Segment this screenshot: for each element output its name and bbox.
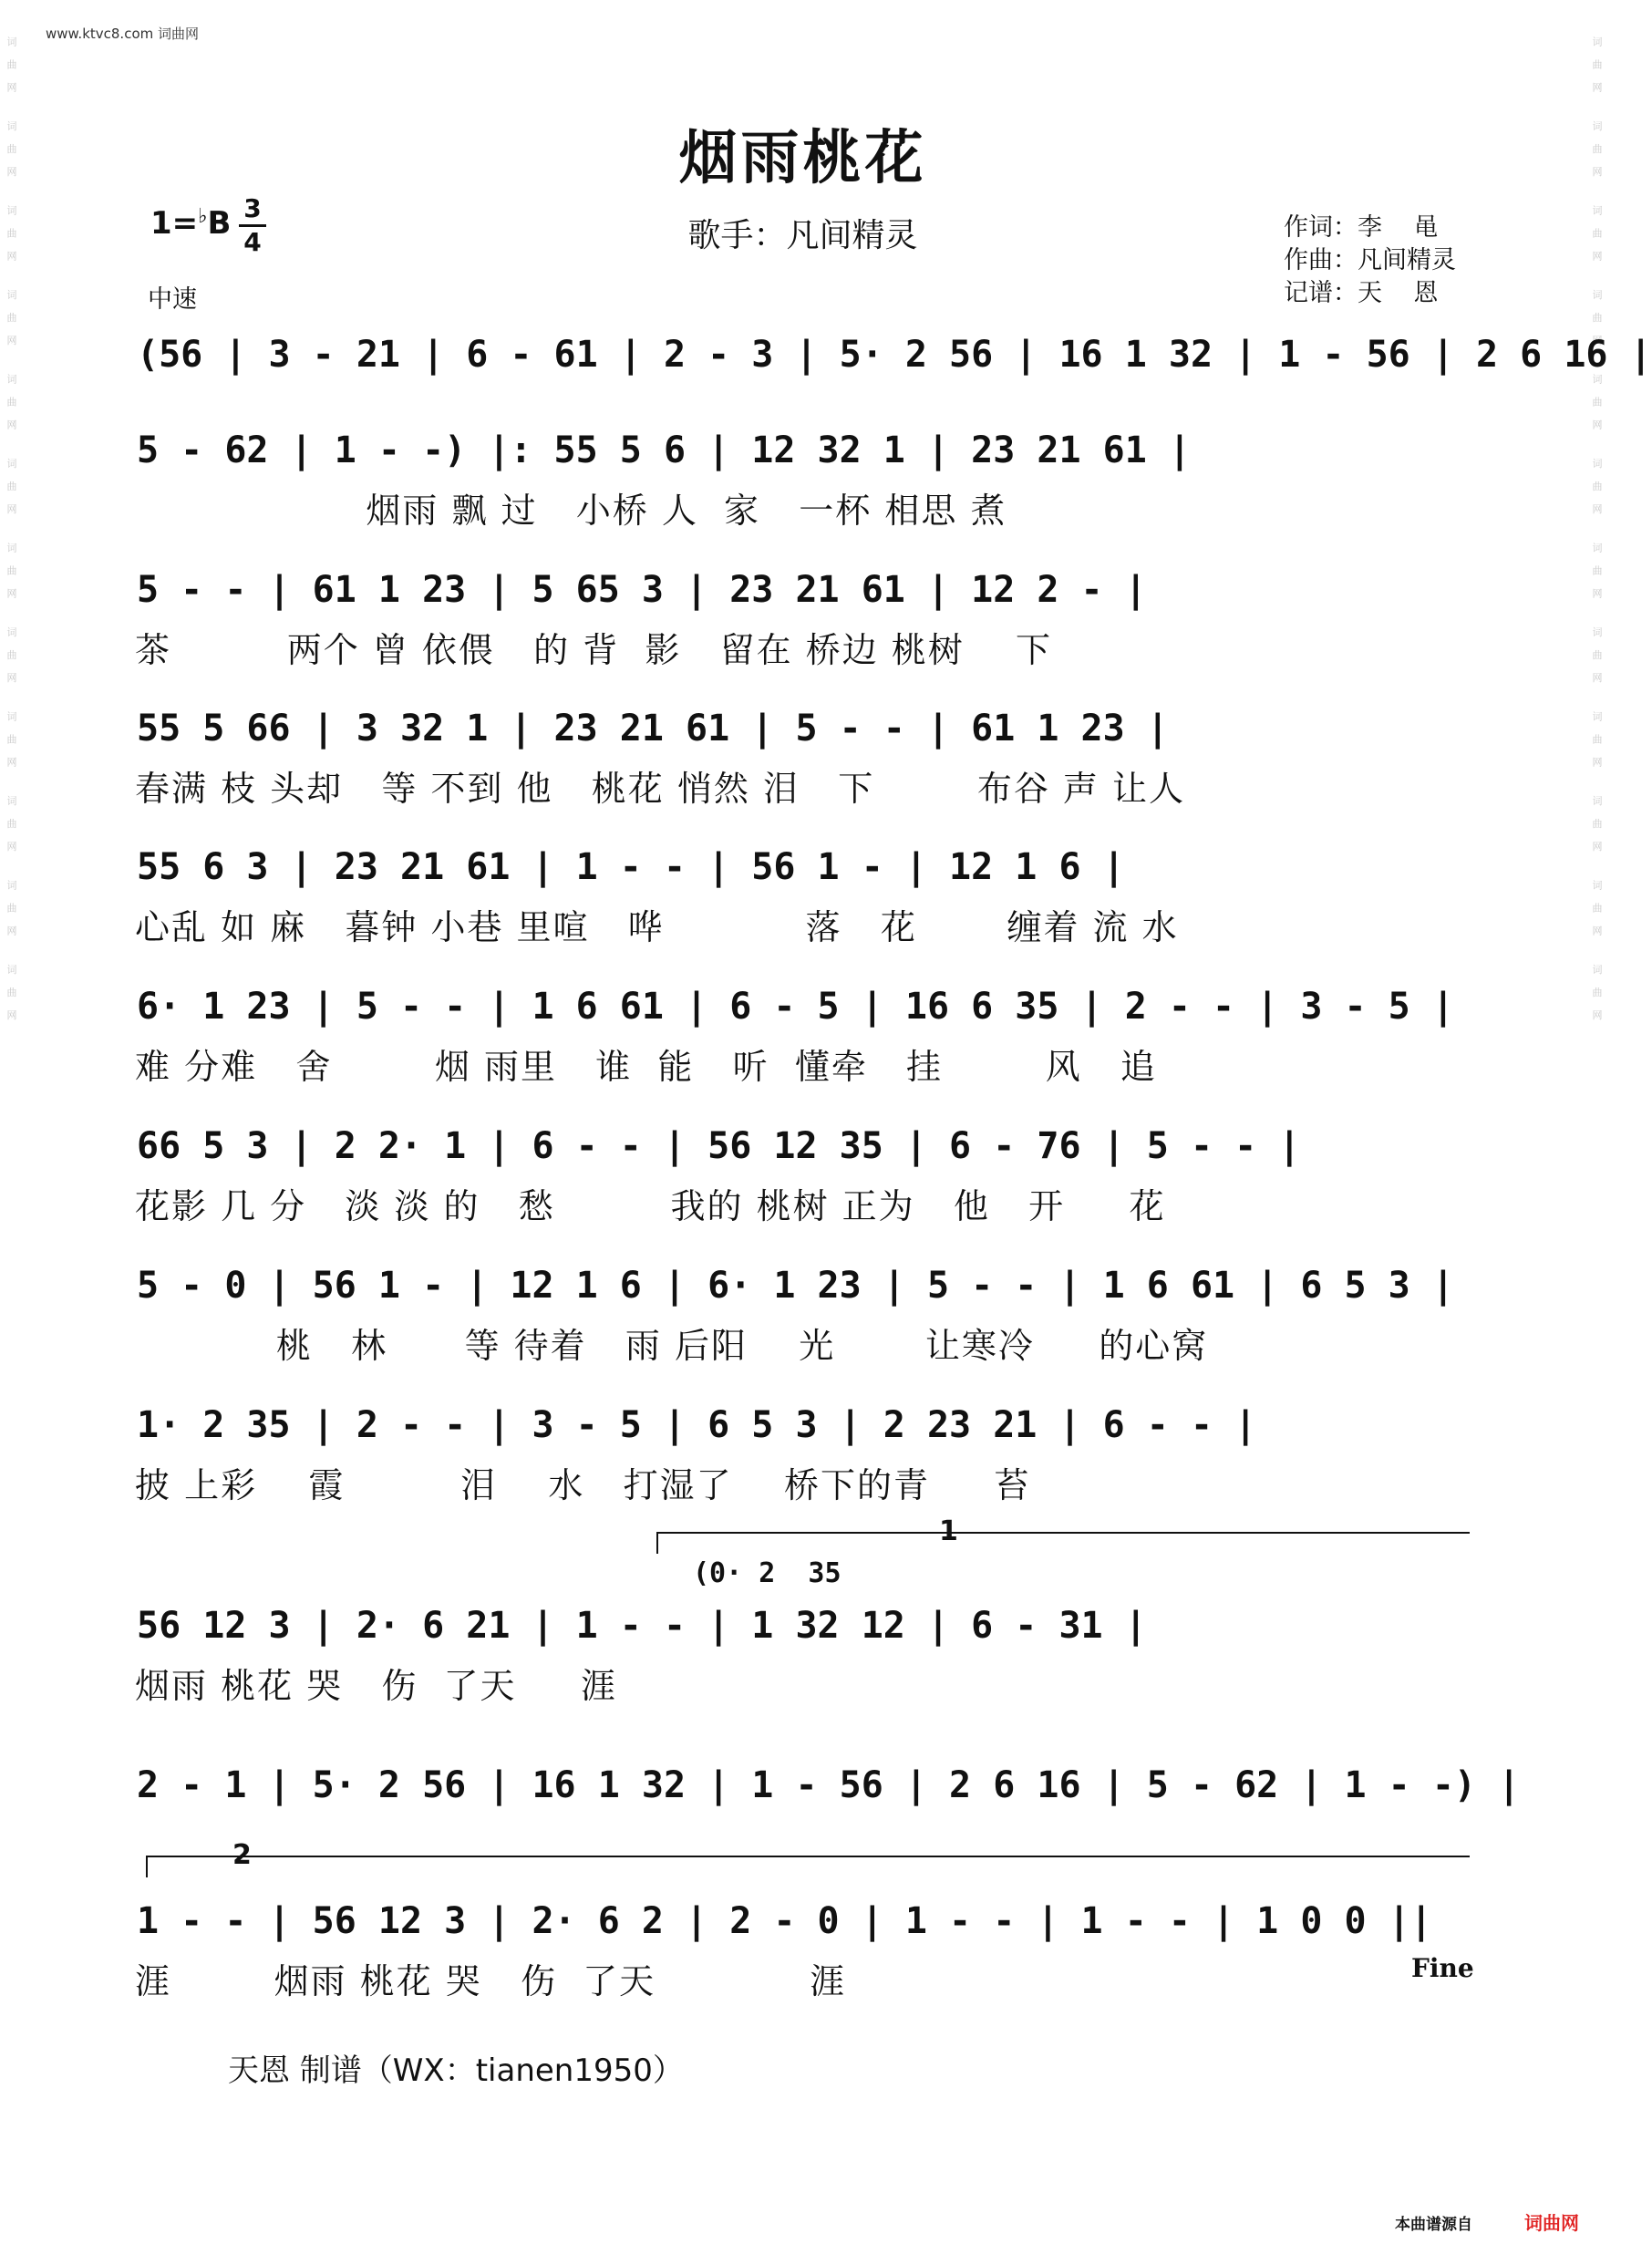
transcriber: 记谱：天 恩 [1284,279,1439,307]
lyric-row-3: 茶 两个 曾 依偎 的 背 影 留在 桥边 桃树 下 [135,630,1053,670]
score-row-4: 55 5 66 | 3 32 1 | 23 21 61 | 5 - - | 61 1 23 | [137,708,1169,750]
lyric-row-4: 春满 枝 头却 等 不到 他 桃花 悄然 泪 下 布谷 声 让人 [135,769,1185,809]
score-row-2: 5 - 62 | 1 - -) |: 55 5 6 | 12 32 1 | 23 21 61 | [137,429,1191,471]
score-row-6: 6· 1 23 | 5 - - | 1 6 61 | 6 - 5 | 16 6 35 | 2 - - | 3 - 5 | [137,986,1454,1028]
song-title: 烟雨桃花 [678,125,927,192]
lyric-row-9: 披 上彩 霞 泪 水 打湿了 桥下的青 苔 [135,1465,1031,1505]
key-note: B [207,205,232,242]
flat-sign: ♭ [198,205,208,228]
time-signature [239,193,266,258]
score-row-1: (56 | 3 - 21 | 6 - 61 | 2 - 3 | 5· 2 56 | 16 1 32 | 1 - 56 | 2 6 16 | [137,334,1652,376]
maker-credit: 天恩 制谱（WX：tianen1950） [228,2052,684,2089]
fine-mark: Fine [1411,1953,1474,1983]
lyricist: 作词：李 黾 [1284,213,1439,242]
score-row-9: 1· 2 35 | 2 - - | 3 - 5 | 6 5 3 | 2 23 21 | 6 - - | [137,1404,1257,1446]
score-row-12: 1 - - | 56 12 3 | 2· 6 2 | 2 - 0 | 1 - - | 1 - - | 1 0 0 || [137,1900,1432,1942]
lyric-row-5: 心乱 如 麻 暮钟 小巷 里喧 哗 落 花 缠着 流 水 [135,907,1179,947]
key-prefix: 1= [150,205,199,242]
time-top: 3 [243,193,262,223]
score-row-3: 5 - - | 61 1 23 | 5 65 3 | 23 21 61 | 12 2 - | [137,569,1147,611]
tempo: 中速 [148,285,197,314]
time-bottom: 4 [239,224,266,258]
footer-logo[interactable]: 词曲网 [1524,2212,1579,2234]
site-url: www.ktvc8.com 词曲网 [46,26,200,42]
score-row-5: 55 6 3 | 23 21 61 | 1 - - | 56 1 - | 12 1 6 | [137,846,1125,888]
key-signature [150,205,231,242]
side-watermark-left: 词曲网 词曲网 词曲网 词曲网 词曲网 词曲网 词曲网 词曲网 词曲网 词曲网 词曲网 词曲网 [5,36,17,1033]
volta-1-bracket [656,1532,1470,1554]
interlude-notes: (0· 2 35 [693,1557,841,1589]
lyric-row-10: 烟雨 桃花 哭 伤 了天 涯 [135,1666,617,1706]
lyric-row-12: 涯 烟雨 桃花 哭 伤 了天 涯 [135,1961,847,2001]
composer: 作曲：凡间精灵 [1284,246,1456,274]
volta-1-number: 1 [939,1515,958,1547]
footer-source: 本曲谱源自 [1395,2216,1472,2234]
lyric-row-8: 桃 林 等 待着 雨 后阳 光 让寒冷 的心窝 [135,1326,1209,1366]
lyric-row-7: 花影 几 分 淡 淡 的 愁 我的 桃树 正为 他 开 花 [135,1186,1166,1226]
volta-2-bracket [146,1856,1470,1877]
score-row-11: 2 - 1 | 5· 2 56 | 16 1 32 | 1 - 56 | 2 6 16 | 5 - 62 | 1 - -) | [137,1764,1521,1806]
singer: 歌手：凡间精灵 [687,217,918,254]
score-row-8: 5 - 0 | 56 1 - | 12 1 6 | 6· 1 23 | 5 - - | 1 6 61 | 6 5 3 | [137,1265,1454,1307]
lyric-row-6: 难 分难 舍 烟 雨里 谁 能 听 懂牵 挂 风 追 [135,1047,1157,1087]
score-row-7: 66 5 3 | 2 2· 1 | 6 - - | 56 12 35 | 6 - 76 | 5 - - | [137,1125,1301,1167]
credits [1284,212,1456,310]
score-row-10: 56 12 3 | 2· 6 21 | 1 - - | 1 32 12 | 6 - 31 | [137,1605,1147,1647]
lyric-row-2: 烟雨 飘 过 小桥 人 家 一杯 相思 煮 [135,491,1007,531]
side-watermark-right: 词曲网 词曲网 词曲网 词曲网 词曲网 词曲网 词曲网 词曲网 词曲网 词曲网 词曲网 词曲网 [1591,36,1603,1033]
volta-2-number: 2 [232,1839,252,1871]
